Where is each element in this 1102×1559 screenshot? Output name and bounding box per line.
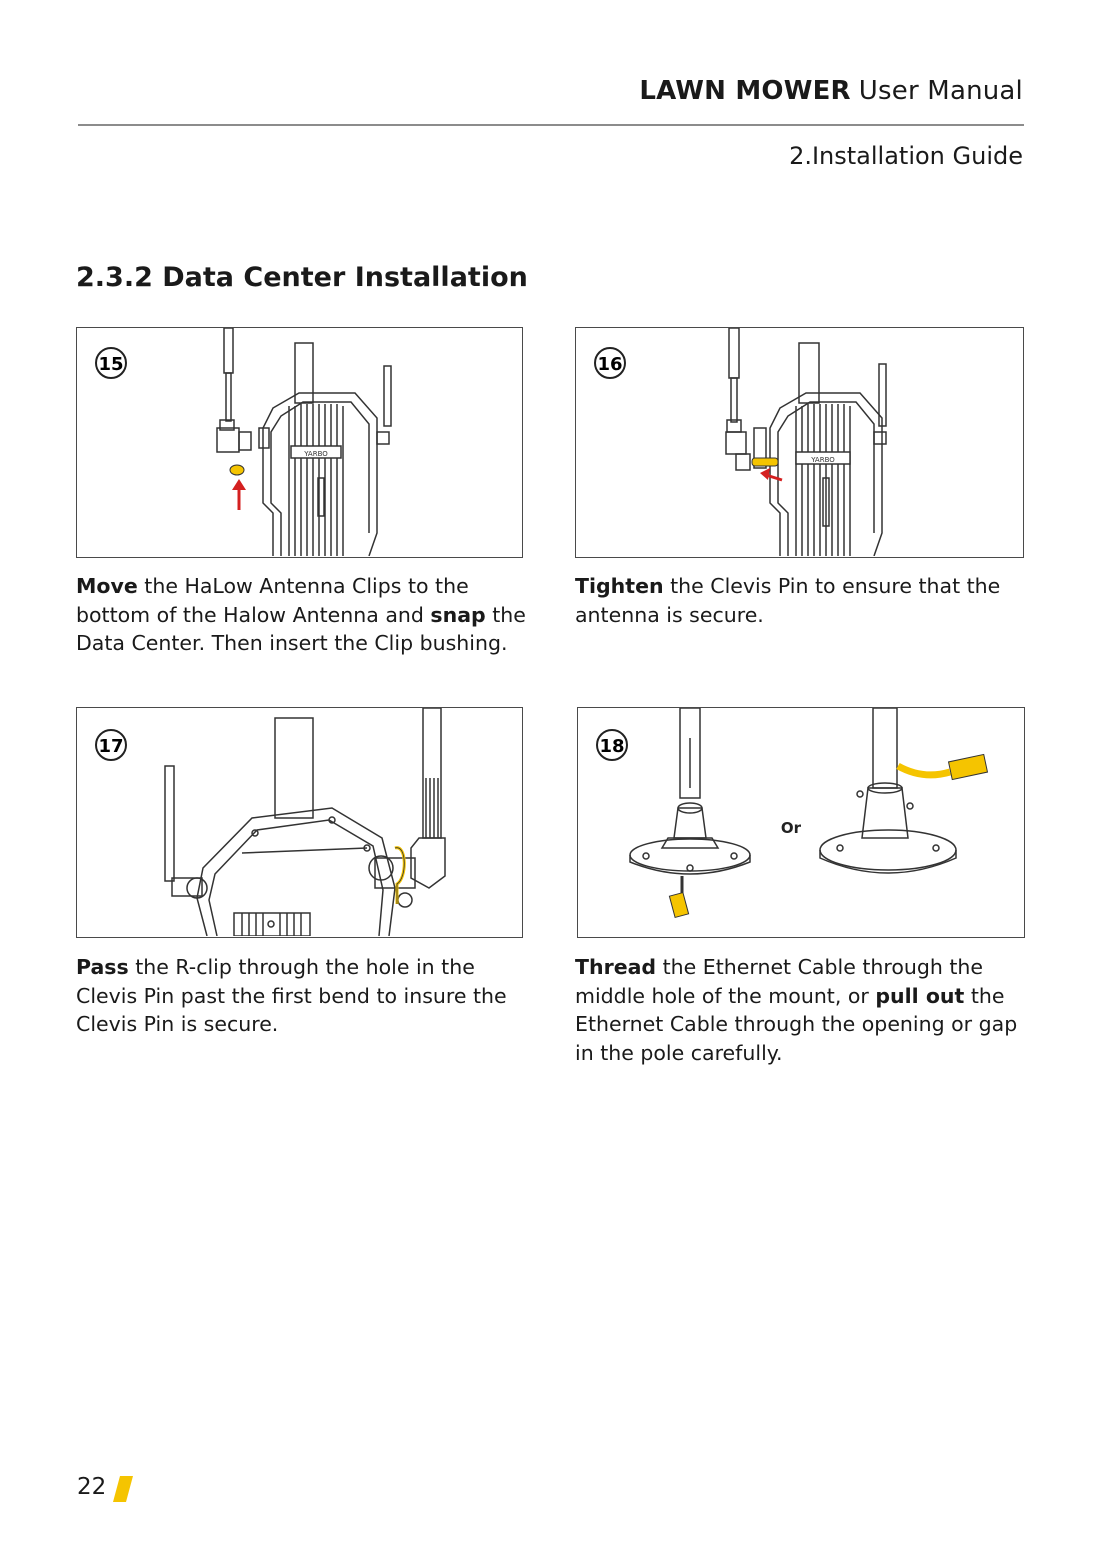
- device-logo: YARBO: [811, 456, 835, 464]
- clip-bushing-part: [230, 465, 244, 475]
- page-accent-mark: [113, 1476, 135, 1502]
- data-center-illustration: [263, 366, 391, 556]
- mount-with-cable-illustration: [630, 708, 750, 874]
- insert-arrow-icon: [232, 479, 246, 510]
- option-or-label: Or: [780, 819, 802, 837]
- caption-text: the HaLow Antenna Clips to the bottom of the Halow Antenna and: [76, 574, 469, 627]
- caption-text: the Data Center. Then insert the Clip bushing.: [76, 602, 526, 655]
- section-title: 2.3.2 Data Center Installation: [76, 262, 528, 293]
- caption-keyword: Pass: [76, 955, 129, 979]
- step-number: 18: [599, 736, 625, 757]
- halow-antenna-illustration: [726, 328, 819, 470]
- caption-keyword: pull out: [875, 983, 965, 1008]
- data-center-illustration: [165, 718, 395, 936]
- step-number: 16: [597, 354, 623, 375]
- caption-keyword: Tighten: [575, 574, 664, 598]
- figure-step-15: [76, 327, 523, 558]
- step-number: 15: [98, 354, 124, 375]
- figure-step-18: [577, 707, 1025, 938]
- step-15-caption: [76, 572, 526, 658]
- caption-keyword: snap: [430, 602, 486, 627]
- caption-text: the Ethernet Cable through the middle hole of the mount, or: [575, 955, 984, 1008]
- mount-with-side-cable-illustration: [820, 708, 956, 873]
- device-logo: YARBO: [304, 450, 328, 458]
- figure-step-17: [76, 707, 523, 938]
- caption-keyword: Thread: [575, 955, 657, 979]
- page-number: 22: [77, 1474, 107, 1500]
- halow-antenna-illustration: [217, 328, 313, 452]
- header-doc-title: User Manual: [858, 76, 1023, 106]
- header-title: [639, 76, 1023, 106]
- chapter-label: 2.Installation Guide: [789, 142, 1023, 170]
- caption-text: the Ethernet Cable through the opening or gap in the pole carefully.: [575, 983, 1018, 1065]
- step-16-caption: [575, 572, 1035, 629]
- caption-keyword: Move: [76, 574, 138, 598]
- step-17-caption: [76, 953, 536, 1039]
- caption-text: the R-clip through the hole in the Clevis Pin past the first bend to insure the Clevis Pin is secure.: [76, 955, 507, 1036]
- step-18-caption: [575, 953, 1035, 1067]
- ethernet-cable-side-icon: [898, 754, 987, 779]
- step-number: 17: [98, 736, 124, 757]
- header-brand: LAWN MOWER: [639, 76, 851, 106]
- ethernet-cable-down-icon: [669, 876, 688, 917]
- caption-text: the Clevis Pin to ensure that the antenna is secure.: [575, 574, 1001, 627]
- header-rule: [78, 124, 1024, 126]
- figure-step-16: [575, 327, 1024, 558]
- clevis-pin-part: [752, 458, 778, 466]
